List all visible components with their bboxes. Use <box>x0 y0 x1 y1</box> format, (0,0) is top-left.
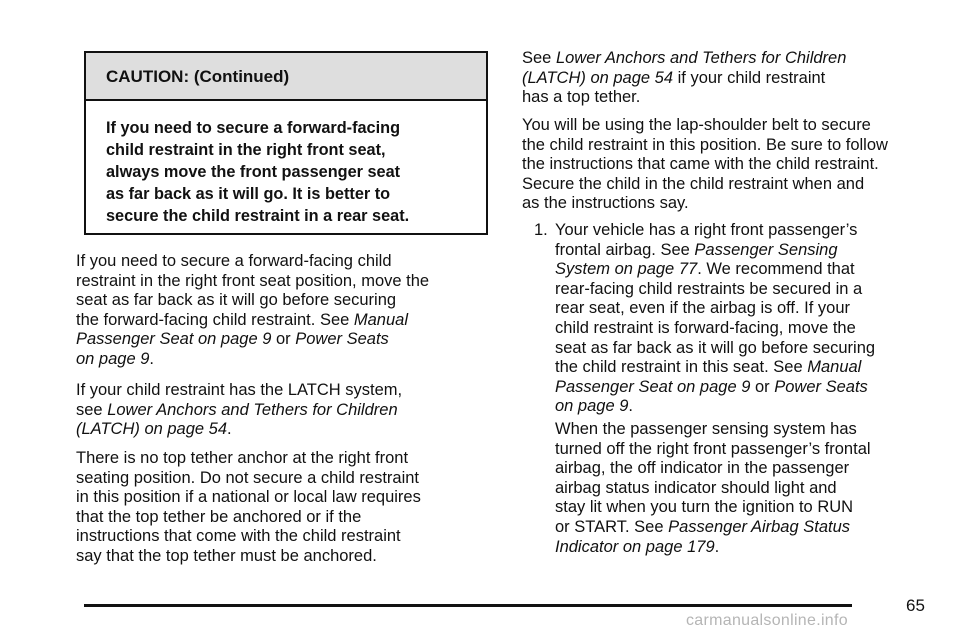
text-line: turned off the right front passenger’s frontal <box>555 439 871 458</box>
text-line: When the passenger sensing system has <box>555 420 857 438</box>
text-line: You will be using the lap-shoulder belt to secure <box>522 116 871 134</box>
text-line: or START. See Passenger Airbag Status <box>555 517 851 536</box>
text-line: frontal airbag. See Passenger Sensing <box>555 240 838 259</box>
text-line: the child restraint in this seat. See Manual <box>555 358 862 377</box>
caution-box <box>84 51 488 235</box>
caution-title: CAUTION: (Continued) <box>86 53 486 101</box>
manual-seat-link[interactable]: Manual <box>807 358 862 377</box>
text-line: There is no top tether anchor at the right front <box>76 449 409 467</box>
passenger-sensing-link[interactable]: System on page 77 <box>555 260 698 279</box>
text-line: the forward-facing child restraint. See Manual <box>76 310 409 329</box>
item-number: 1. <box>534 221 548 239</box>
page-number: 65 <box>906 596 925 615</box>
latch-link[interactable]: Lower Anchors and Tethers for Children <box>555 49 847 67</box>
latch-link[interactable]: (LATCH) on page 54 <box>76 420 228 439</box>
text-line: If you need to secure a forward-facing child <box>76 252 392 270</box>
caution-line: always move the front passenger seat <box>106 163 401 181</box>
numbered-item-1 <box>522 221 922 417</box>
airbag-status-link[interactable]: Indicator on page 179 <box>555 537 715 556</box>
power-seats-link[interactable]: on page 9 <box>555 397 629 416</box>
text-line: Secure the child in the child restraint when and <box>522 174 865 193</box>
text-line: (LATCH) on page 54. <box>76 420 232 439</box>
text-line: Passenger Seat on page 9 or Power Seats <box>76 330 389 349</box>
text-line: seating position. Do not secure a child restraint <box>76 468 420 487</box>
text-line: Your vehicle has a right front passenger’s <box>555 221 858 239</box>
text-line: System on page 77. We recommend that <box>555 260 855 279</box>
text-line: in this position if a national or local law requires <box>76 488 421 507</box>
watermark: carmanualsonline.info <box>686 612 848 629</box>
manual-seat-link[interactable]: Passenger Seat on page 9 <box>76 330 272 349</box>
text-line: has a top tether. <box>522 88 641 107</box>
text-line: the child restraint in this position. Be sure to follow <box>522 135 888 154</box>
caution-body <box>86 101 456 227</box>
text-line: (LATCH) on page 54 if your child restraint <box>522 68 826 87</box>
text-line: See Lower Anchors and Tethers for Children <box>522 49 847 67</box>
text-line: the instructions that came with the child restraint. <box>522 155 879 174</box>
caution-line: secure the child restraint in a rear seat. <box>106 207 410 225</box>
text-line: on page 9. <box>555 397 633 416</box>
footer-rule <box>84 604 852 607</box>
passenger-sensing-link[interactable]: Passenger Sensing <box>694 240 838 259</box>
left-paragraph-3 <box>76 449 476 567</box>
text-line: airbag, the off indicator in the passenger <box>555 459 850 478</box>
right-paragraph-2 <box>522 116 922 214</box>
right-paragraph-3 <box>555 420 925 557</box>
text-line: rear seat, even if the airbag is off. If your <box>555 299 851 318</box>
right-paragraph-1 <box>522 49 922 108</box>
text-line: restraint in the right front seat position, move the <box>76 271 430 290</box>
text-line: If your child restraint has the LATCH system, <box>76 381 403 399</box>
manual-seat-link[interactable]: Passenger Seat on page 9 <box>555 377 751 396</box>
text-line: Indicator on page 179. <box>555 537 720 556</box>
text-line: as the instructions say. <box>522 194 689 213</box>
text-line: say that the top tether must be anchored. <box>76 546 377 565</box>
text-line: instructions that come with the child restraint <box>76 527 401 546</box>
text-line: seat as far back as it will go before securing <box>555 338 876 357</box>
text-line: on page 9. <box>76 349 154 368</box>
left-paragraph-2 <box>76 381 476 440</box>
caution-line: as far back as it will go. It is better to <box>106 185 391 203</box>
manual-seat-link[interactable]: Manual <box>353 310 409 329</box>
text-line: child restraint is forward-facing, move the <box>555 318 856 337</box>
left-paragraph-1 <box>76 252 476 370</box>
caution-line: If you need to secure a forward-facing <box>106 119 401 137</box>
caution-line: child restraint in the right front seat, <box>106 141 386 159</box>
latch-link[interactable]: (LATCH) on page 54 <box>522 68 674 87</box>
power-seats-link[interactable]: on page 9 <box>76 349 150 368</box>
text-line: that the top tether be anchored or if the <box>76 507 362 526</box>
latch-link[interactable]: Lower Anchors and Tethers for Children <box>107 400 398 419</box>
text-line: see Lower Anchors and Tethers for Children <box>76 400 398 419</box>
text-line: rear-facing child restraints be secured in a <box>555 279 863 298</box>
power-seats-link[interactable]: Power Seats <box>774 377 868 396</box>
text-line: seat as far back as it will go before securing <box>76 291 397 310</box>
power-seats-link[interactable]: Power Seats <box>295 330 389 349</box>
airbag-status-link[interactable]: Passenger Airbag Status <box>668 517 851 536</box>
text-line: Passenger Seat on page 9 or Power Seats <box>555 377 868 396</box>
text-line: airbag status indicator should light and <box>555 478 837 497</box>
text-line: stay lit when you turn the ignition to RUN <box>555 498 854 517</box>
